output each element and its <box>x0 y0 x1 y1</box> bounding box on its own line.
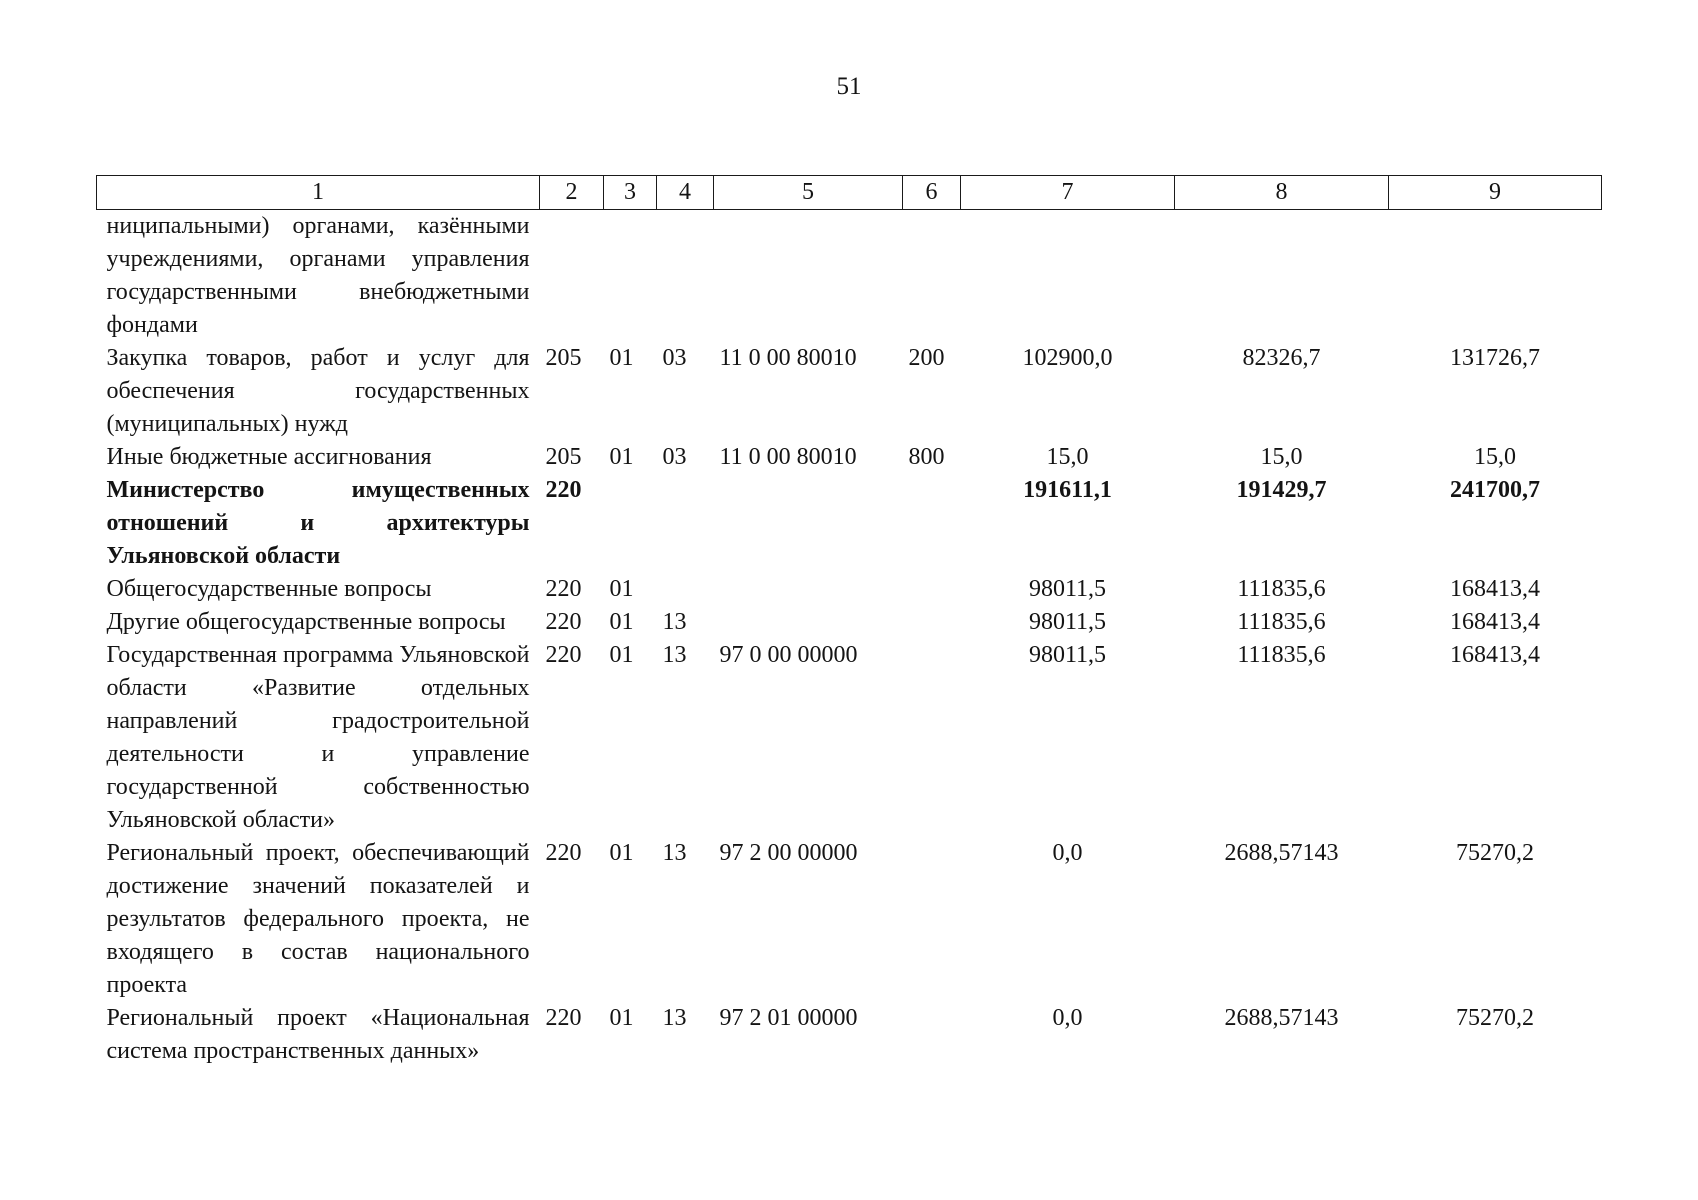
row-amount-col8: 15,0 <box>1260 444 1303 470</box>
row-amount-col9: 131726,7 <box>1450 345 1540 371</box>
row-subsection <box>657 210 714 343</box>
header-col-9: 9 <box>1389 176 1602 210</box>
row-subsection: 13 <box>662 1005 687 1031</box>
table-row <box>97 639 1602 837</box>
row-subsection: 13 <box>662 609 687 635</box>
table-row <box>97 441 1602 474</box>
row-amount-col7: 15,0 <box>1046 444 1089 470</box>
table-body <box>97 210 1602 1069</box>
row-expense-type <box>903 837 961 1002</box>
row-amount-col7: 0,0 <box>1052 840 1083 866</box>
row-target-article <box>714 573 903 606</box>
row-subsection: 13 <box>662 642 687 668</box>
row-target-article: 97 0 00 00000 <box>719 642 858 668</box>
header-col-2: 2 <box>540 176 604 210</box>
row-expense-type <box>903 606 961 639</box>
row-name: ниципальными) органами, казёнными учреждениями, органами управления государственными внебюджетными фондами <box>106 213 530 338</box>
row-admin-code: 220 <box>545 642 582 668</box>
row-admin-code: 220 <box>545 477 582 503</box>
table-row <box>97 837 1602 1002</box>
row-section: 01 <box>609 1005 634 1031</box>
row-amount-col7: 98011,5 <box>1028 642 1107 668</box>
row-amount-col9 <box>1389 210 1602 343</box>
row-amount-col8 <box>1175 210 1389 343</box>
row-name: Государственная программа Ульяновской области «Развитие отдельных направлений градостроительной деятельности и управление государственной собственностью Ульяновской области» <box>106 642 530 833</box>
row-amount-col7: 0,0 <box>1052 1005 1083 1031</box>
header-col-4: 4 <box>657 176 714 210</box>
row-expense-type <box>903 1002 961 1068</box>
header-col-7: 7 <box>961 176 1175 210</box>
table-row <box>97 573 1602 606</box>
row-amount-col9: 75270,2 <box>1456 840 1534 866</box>
header-col-8: 8 <box>1175 176 1389 210</box>
row-admin-code: 220 <box>545 576 582 602</box>
row-section: 01 <box>609 576 634 602</box>
row-admin-code: 220 <box>545 840 582 866</box>
row-amount-col8: 111835,6 <box>1237 576 1326 602</box>
row-expense-type <box>903 639 961 837</box>
row-amount-col8: 111835,6 <box>1237 609 1326 635</box>
row-amount-col8: 82326,7 <box>1242 345 1321 371</box>
row-expense-type: 200 <box>908 345 945 371</box>
header-col-6: 6 <box>903 176 961 210</box>
row-amount-col9: 75270,2 <box>1456 1005 1534 1031</box>
table-row <box>97 606 1602 639</box>
row-admin-code: 205 <box>545 345 582 371</box>
row-amount-col8: 111835,6 <box>1237 642 1326 668</box>
row-admin-code: 205 <box>545 444 582 470</box>
row-amount-col9: 15,0 <box>1474 444 1516 470</box>
page-number-text: 51 <box>836 73 862 100</box>
row-name: Министерство имущественных отношений и архитектуры Ульяновской области <box>106 477 530 569</box>
row-admin-code: 220 <box>545 1005 582 1031</box>
header-col-5: 5 <box>714 176 903 210</box>
row-name: Региональный проект «Национальная система пространственных данных» <box>106 1005 530 1064</box>
row-name: Другие общегосударственные вопросы <box>106 609 506 635</box>
row-target-article <box>714 210 903 343</box>
row-amount-col7 <box>961 210 1175 343</box>
row-admin-code: 220 <box>545 609 582 635</box>
row-subsection <box>657 573 714 606</box>
table-row <box>97 474 1602 573</box>
page-number <box>0 72 1698 102</box>
row-name: Иные бюджетные ассигнования <box>106 444 432 470</box>
row-amount-col7: 191611,1 <box>1023 477 1112 503</box>
row-section <box>604 474 657 573</box>
header-row <box>97 176 1602 210</box>
row-expense-type <box>903 210 961 343</box>
row-amount-col9: 168413,4 <box>1450 576 1540 602</box>
row-amount-col7: 98011,5 <box>1028 609 1107 635</box>
row-section: 01 <box>609 444 634 470</box>
row-expense-type <box>903 474 961 573</box>
row-subsection: 13 <box>662 840 687 866</box>
row-amount-col8: 191429,7 <box>1236 477 1327 503</box>
row-section: 01 <box>609 840 634 866</box>
row-expense-type: 800 <box>908 444 945 470</box>
row-subsection: 03 <box>662 444 687 470</box>
table-row <box>97 342 1602 441</box>
row-name: Общегосударственные вопросы <box>106 576 432 602</box>
row-amount-col9: 168413,4 <box>1450 642 1540 668</box>
row-section <box>604 210 657 343</box>
row-amount-col9: 241700,7 <box>1450 477 1540 503</box>
table-row <box>97 210 1602 343</box>
row-target-article: 97 2 00 00000 <box>719 840 858 866</box>
header-col-3: 3 <box>604 176 657 210</box>
row-target-article <box>714 474 903 573</box>
row-amount-col8: 2688,57143 <box>1224 840 1339 866</box>
row-target-article: 97 2 01 00000 <box>719 1005 858 1031</box>
table-row <box>97 1002 1602 1068</box>
row-amount-col7: 98011,5 <box>1028 576 1107 602</box>
header-col-1: 1 <box>97 176 540 210</box>
row-target-article: 11 0 00 80010 <box>719 345 857 371</box>
row-amount-col7: 102900,0 <box>1022 345 1113 371</box>
row-target-article: 11 0 00 80010 <box>719 444 857 470</box>
row-amount-col9: 168413,4 <box>1450 609 1540 635</box>
row-expense-type <box>903 573 961 606</box>
row-amount-col8: 2688,57143 <box>1224 1005 1339 1031</box>
row-subsection: 03 <box>662 345 687 371</box>
row-section: 01 <box>609 609 634 635</box>
row-admin-code <box>540 210 604 343</box>
budget-table <box>96 175 1602 1068</box>
row-subsection <box>657 474 714 573</box>
row-name: Закупка товаров, работ и услуг для обеспечения государственных (муниципальных) нужд <box>106 345 530 437</box>
table-header <box>97 176 1602 210</box>
row-target-article <box>714 606 903 639</box>
row-name: Региональный проект, обеспечивающий достижение значений показателей и результатов федерального проекта, не входящего в состав национального проекта <box>106 840 530 998</box>
row-section: 01 <box>609 642 634 668</box>
row-section: 01 <box>609 345 634 371</box>
